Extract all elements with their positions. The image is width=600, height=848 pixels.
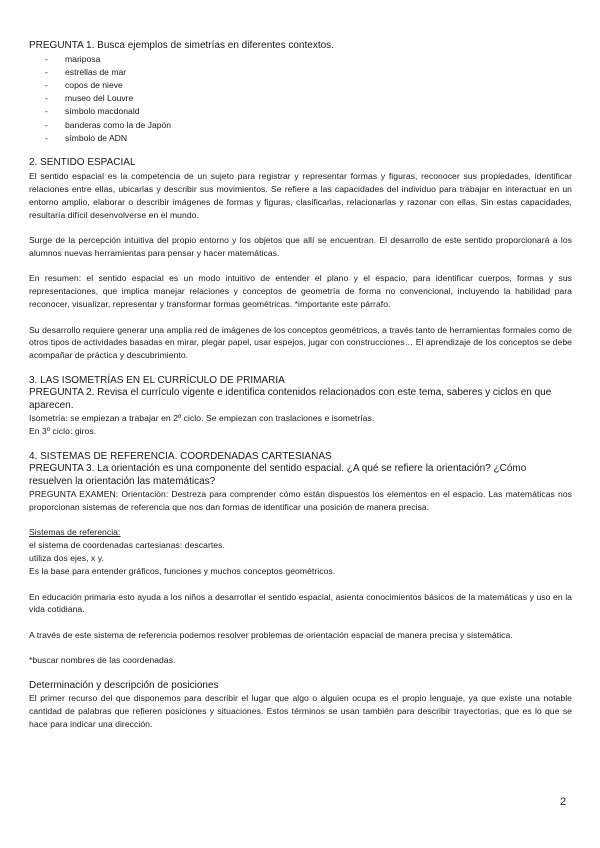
section-2-paragraph-1: El sentido espacial es la competencia de un sujeto para registrar y representar formas y figuras, reconocer sus propiedades, identificar relaciones entre ellas, ubicarlas y describir sus movimientos. Se refiere a las capacidades del individuo para trabajar en interactuar en un entorno amplio, elaborar o describir imágenes de formas y figuras, clasificarlas, relacionarlas y razonar con ellas. Sin estas capacidades, resultaría difícil desenvolverse en el mundo.: [29, 170, 572, 220]
question-1-title: PREGUNTA 1. Busca ejemplos de simetrías en diferentes contextos.: [29, 40, 334, 51]
section-4-heading: 4. SISTEMAS DE REFERENCIA. COORDENADAS CARTESIANAS: [29, 450, 332, 462]
section-4-line-1: el sistema de coordenadas cartesianas: descartes.: [29, 540, 225, 551]
list-item: - mariposa: [45, 53, 101, 64]
symmetry-examples-list: [29, 53, 572, 145]
list-item: - estrellas de mar: [45, 66, 127, 77]
section-4-line-2: utiliza dos ejes, x y.: [29, 553, 104, 564]
list-item: - símbolo de ADN: [45, 132, 128, 143]
section-3-line-2: En 3º ciclo: giros.: [29, 426, 97, 437]
list-item: - símbolo macdonald: [45, 106, 140, 117]
reference-systems-subheading: Sistemas de referencia:: [29, 527, 121, 538]
section-3-line-1: Isometría: se empiezan a trabajar en 2º ciclo. Se empiezan con traslaciones e isometrías.: [29, 413, 375, 424]
section-4-line-3: Es la base para entender gráficos, funciones y muchos conceptos geométricos.: [29, 566, 336, 577]
list-item: - copos de nieve: [45, 79, 123, 90]
page-number: 2: [560, 796, 567, 808]
section-3-heading: 3. LAS ISOMETRÍAS EN EL CURRÍCULO DE PRIMARIA: [29, 374, 285, 386]
section-2-heading: 2. SENTIDO ESPACIAL: [29, 157, 136, 169]
question-3: PREGUNTA 3. La orientación es una componente del sentido espacial. ¿A qué se refiere la orientación? ¿Cómo resuelven la orientación las matemáticas?: [29, 463, 527, 487]
section-4-paragraph-2: A través de este sistema de referencia podemos resolver problemas de orientación espacial de manera precisa y sistemática.: [29, 629, 513, 640]
section-2-paragraph-2: Surge de la percepción intuitiva del propio entorno y los objetos que allí se encuentran. El desarrollo de este sentido proporcionará a los alumnos nuevas herramientas para pensar y hacer matemáticas.: [29, 235, 572, 258]
section-5-paragraph-1: El primer recurso del que disponemos para describir el lugar que algo o alguien ocupa es el propio lenguaje, ya que existe una notable cantidad de palabras que refieren posiciones y situaciones. Estos términos se usan también para describir trayectorias, que es lo que se hace para indicar una dirección.: [29, 693, 572, 729]
section-2-paragraph-4: Su desarrollo requiere generar una amplia red de imágenes de los conceptos geométricos, a través tanto de herramientas formales como de otros tipos de actividades basadas en mirar, plegar papel, usar espejos, jugar con construcciones… El aprendizaje de los conceptos se debe acompañar de práctica y descubrimiento.: [29, 324, 572, 361]
question-2: PREGUNTA 2. Revisa el currículo vigente e identifica contenidos relacionados con este tema, saberes y ciclos en que aparecen.: [29, 387, 552, 411]
list-item: - banderas como la de Japón: [45, 119, 172, 130]
section-5-heading: Determinación y descripción de posiciones: [29, 679, 219, 691]
section-4-note: *buscar nombres de las coordenadas.: [29, 655, 176, 666]
section-2-paragraph-3: En resumen: el sentido espacial es un modo intuitivo de entender el plano y el espacio, para identificar cuerpos, formas y sus representaciones, que implica manejar relaciones y conceptos de geometría de forma no convencional, incluyendo la habilidad para reconocer, visualizar, representar y transformar formas geométricas. *importante este párrafo.: [29, 273, 572, 310]
list-item: - museo del Louvre: [45, 93, 134, 104]
section-4-paragraph-1: En educación primaria esto ayuda a los niños a desarrollar el sentido espacial, asienta conocimientos básicos de la matemáticas y uso en la vida cotidiana.: [29, 591, 572, 615]
document-page: [29, 40, 572, 731]
exam-question: PREGUNTA EXAMEN: Orientación: Destreza para comprender cómo están dispuestos los elementos en el espacio. Las matemáticas nos proporcionan sistemas de referencia que nos dan formas de identificar una posición de manera precisa.: [29, 489, 572, 513]
